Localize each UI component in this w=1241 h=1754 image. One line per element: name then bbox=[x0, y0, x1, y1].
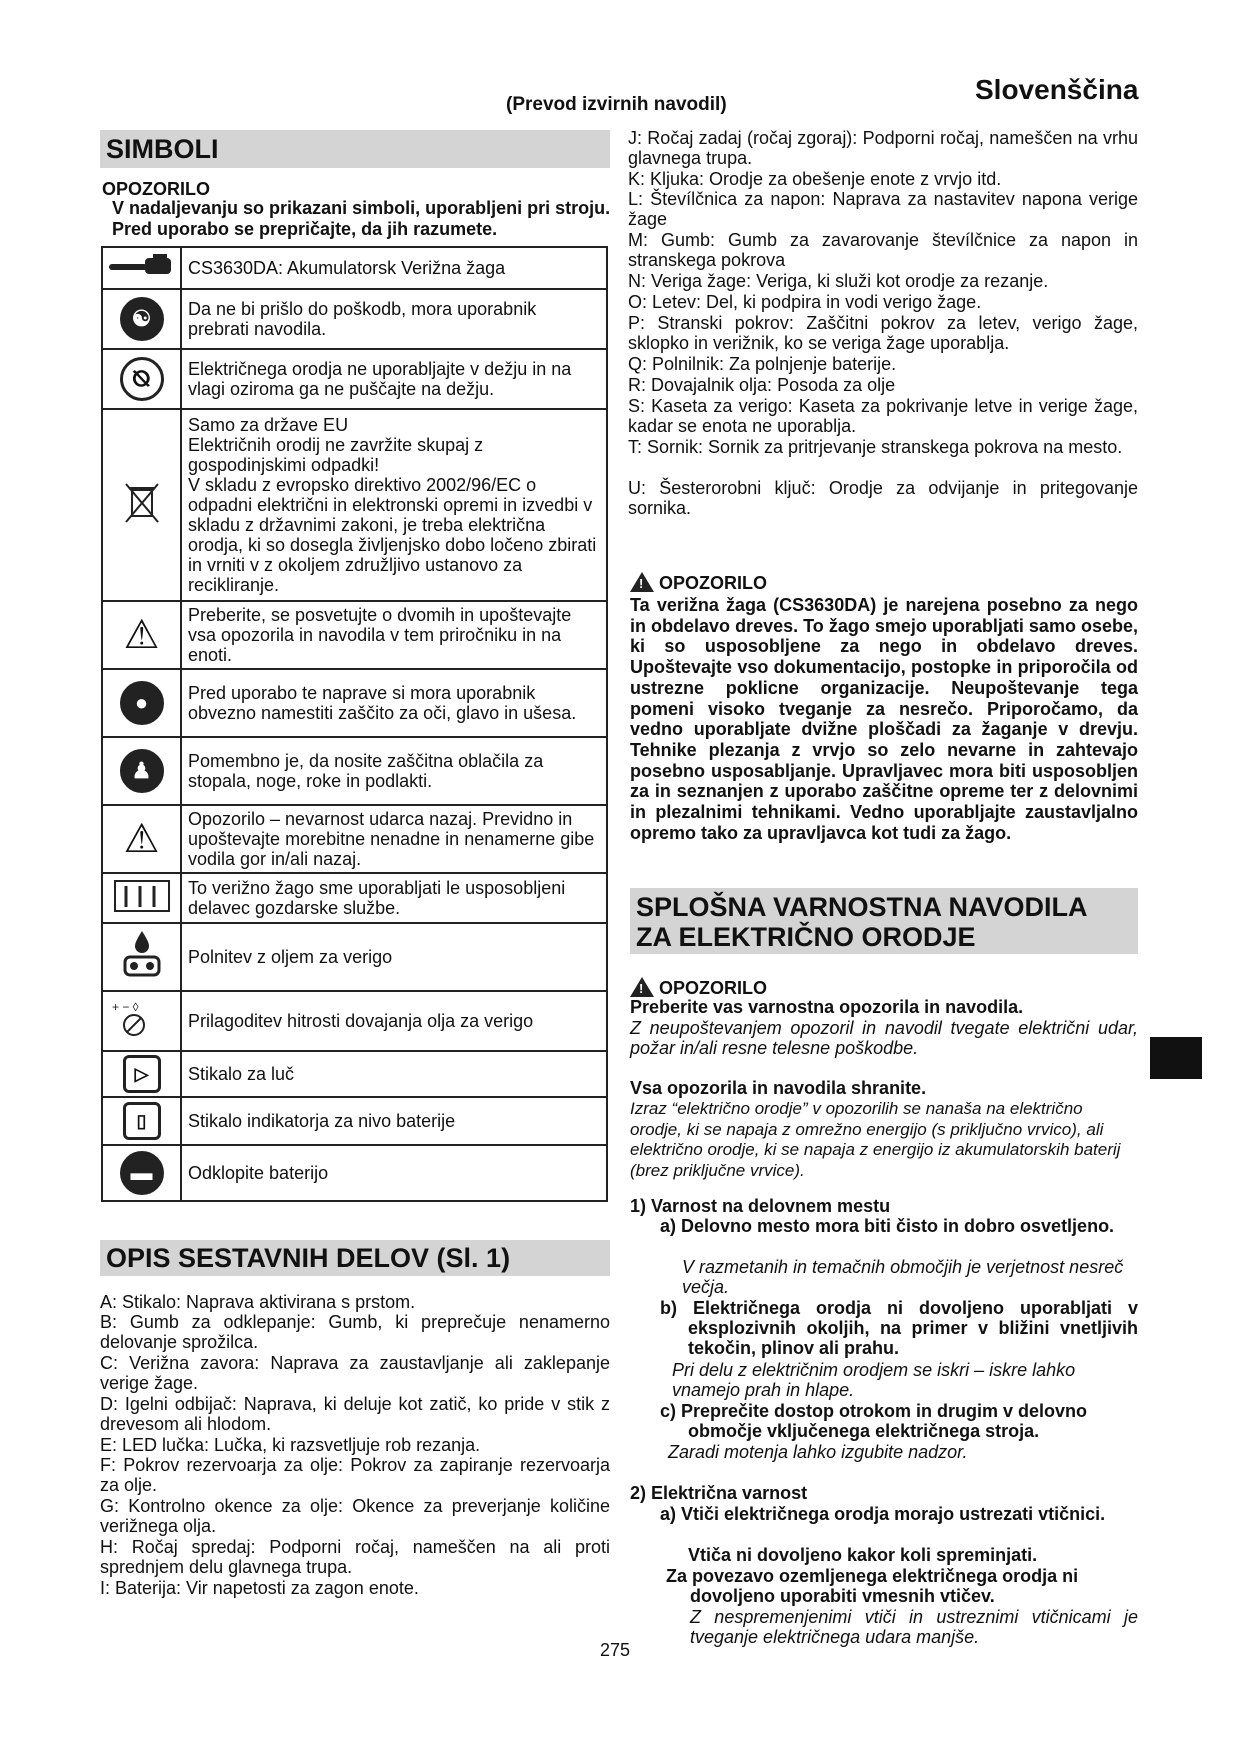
list-item: R: Dovajalnik olja: Posoda za olje bbox=[628, 375, 896, 395]
remove-battery-icon: ▬ bbox=[102, 1145, 181, 1201]
chainsaw-warning-text: Ta verižna žaga (CS3630DA) je narejena posebno za nego in obdelavo dreves. To žago smejo uporabljati samo osebe, ki so usposobljene za nego in obdelavo dreves. Upoštevajte vso dokumentacijo, postopke in priporočila od ustrezne poklicne organizacije. Neupoštevanje tega pomeni visoko tveganje za nesrečo. Priporočamo, da vedno uporabljate dvižne ploščadi za žaganje v drevju. Tehnike plezanja z vrvjo so zelo nevarne in zahtevajo posebno usposabljanje. Upravljavec mora biti usposobljen za in seznanjen z uporabo zaščitne opreme ter z delovnimi in plezalnimi tehnikami. Vedno uporabljajte zaustavljalno opremo tako za upravljavca kot tudi za žago. bbox=[630, 595, 1138, 843]
symbol-row bbox=[102, 873, 607, 923]
symbol-text: Električnega orodja ne uporabljajte v dežju in na vlagi oziroma ga ne puščajte na dežju. bbox=[181, 349, 607, 409]
symbol-text: Stikalo za luč bbox=[181, 1051, 607, 1097]
symbol-row bbox=[102, 1097, 607, 1145]
page-number: 275 bbox=[600, 1640, 631, 1660]
list-item: Q: Polnilnik: Za polnjenje baterije. bbox=[628, 354, 897, 374]
list-item: A: Stikalo: Naprava aktivirana s prstom. bbox=[100, 1292, 416, 1312]
section-2-title: 2) Električna varnost bbox=[630, 1483, 808, 1503]
symbol-text: Samo za države EU Električnih orodij ne zavržite skupaj z gospodinjskimi odpadki! V skladu z evropsko direktivo 2002/96/EC o odpadni električni in elektronski opremi in izvedbi v skladu z državnimi zakoni, je treba električna orodja, ki so dosegla življenjsko dobo ločeno zbirati in vrniti v z okoljem združljivo ustanovo za recikliranje. bbox=[181, 409, 607, 601]
simboli-warning-title: OPOZORILO bbox=[102, 179, 210, 199]
symbol-text: Stikalo indikatorja za nivo baterije bbox=[181, 1097, 607, 1145]
symbol-row bbox=[102, 247, 607, 289]
section-2a-bold-3: Za povezavo ozemljenega električnega orodja ni dovoljeno uporabiti vmesnih vtičev. bbox=[666, 1566, 1079, 1606]
section-tab-marker bbox=[1150, 1037, 1202, 1079]
section-1a-bold: a) Delovno mesto mora biti čisto in dobro osvetljeno. bbox=[660, 1216, 1115, 1236]
list-item: K: Kljuka: Orodje za obešenje enote z vrvjo itd. bbox=[628, 169, 1002, 189]
simboli-warning-text: V nadaljevanju so prikazani simboli, uporabljeni pri stroju. Pred uporabo se prepričajte, da jih razumete. bbox=[112, 198, 611, 239]
list-item: G: Kontrolno okence za olje: Okence za preverjanje količine verižnega olja. bbox=[100, 1496, 610, 1536]
keep-instructions-bold: Vsa opozorila in navodila shranite. bbox=[630, 1078, 927, 1098]
symbol-row bbox=[102, 601, 607, 669]
symbol-row bbox=[102, 1051, 607, 1097]
symbol-text: Odklopite baterijo bbox=[181, 1145, 607, 1201]
list-item: P: Stranski pokrov: Zaščitni pokrov za letev, verigo žage, sklopko in verižnik, ko se veriga žage uporablja. bbox=[628, 313, 1138, 353]
symbol-text: Preberite, se posvetujte o dvomih in upoštevajte vsa opozorila in navodila v tem priročniku in na enoti. bbox=[181, 601, 607, 669]
symbol-text: Polnitev z oljem za verigo bbox=[181, 923, 607, 991]
warning-triangle-icon bbox=[630, 977, 654, 997]
symbol-text: CS3630DA: Akumulatorsk Verižna žaga bbox=[181, 247, 607, 289]
symbol-row bbox=[102, 737, 607, 805]
splosna-heading: SPLOŠNA VARNOSTNA NAVODILA ZA ELEKTRIČNO ORODJE bbox=[630, 888, 1138, 954]
helmet-protection-icon: ● bbox=[102, 669, 181, 737]
chainsaw-warning-title: !OPOZORILO bbox=[630, 572, 767, 594]
symbol-row bbox=[102, 1145, 607, 1201]
list-item: C: Verižna zavora: Naprava za zaustavljanje ali zaklepanje verige žage. bbox=[100, 1353, 610, 1393]
splosna-warning-bold: Preberite vas varnostna opozorila in navodila. bbox=[630, 997, 1024, 1017]
list-item: B: Gumb za odklepanje: Gumb, ki preprečuje nenamerno delovanje sprožilca. bbox=[100, 1312, 610, 1352]
section-1b-bold: b) Električnega orodja ni dovoljeno uporabljati v eksplozivnih okoljih, na primer v bližini vnetljivih tekočin, plinov ali prahu. bbox=[660, 1298, 1138, 1358]
section-1a-italic: V razmetanih in temačnih območjih je verjetnost nesreč večja. bbox=[682, 1257, 1124, 1297]
section-2a-bold-2: Vtiča ni dovoljeno kakor koli spreminjati. bbox=[688, 1545, 1038, 1565]
section-2a-italic: Z nespremenjenimi vtiči in ustreznimi vtičnicami je tveganje električnega udara manjše. bbox=[690, 1607, 1138, 1647]
symbol-row bbox=[102, 923, 607, 991]
list-item: D: Igelni odbijač: Naprava, ki deluje kot zatič, ko pride v stik z drevesom ali hlodom. bbox=[100, 1394, 610, 1434]
svg-text:+ − ◊: + − ◊ bbox=[111, 1000, 139, 1014]
list-item: T: Sornik: Sornik za pritrjevanje stranskega pokrova na mesto. bbox=[628, 437, 1123, 457]
weee-bin-icon bbox=[102, 409, 181, 601]
list-item: N: Veriga žage: Veriga, ki služi kot orodje za rezanje. bbox=[628, 271, 1049, 291]
symbol-row bbox=[102, 289, 607, 349]
list-item: I: Baterija: Vir napetosti za zagon enote. bbox=[100, 1578, 419, 1598]
simboli-heading: SIMBOLI bbox=[100, 130, 610, 168]
warning-triangle-icon: ⚠ bbox=[102, 601, 181, 669]
section-1c-italic: Zaradi motenja lahko izgubite nadzor. bbox=[668, 1442, 968, 1462]
read-manual-icon: ☯ bbox=[102, 289, 181, 349]
symbol-text: Pred uporabo te naprave si mora uporabnik obvezno namestiti zaščito za oči, glavo in ušesa. bbox=[181, 669, 607, 737]
list-item: H: Ročaj spredaj: Podporni ročaj, nameščen na ali proti sprednjem delu glavnega trupa. bbox=[100, 1537, 610, 1577]
list-item: L: Števílčnica za napon: Naprava za nastavitev napona verige žage bbox=[628, 189, 1138, 229]
language-title: Slovenščina bbox=[975, 74, 1139, 105]
chainsaw-icon bbox=[102, 247, 181, 289]
list-item: U: Šesterorobni ključ: Orodje za odvijanje in pritegovanje sornika. bbox=[628, 478, 1138, 518]
keep-instructions-italic: Izraz “električno orodje” v opozorilih se nanaša na električno orodje, ki se napaja z omrežno energijo (s priključno vrvico), ali električno orodje, ki se napaja z energijo iz akumulatorskih baterij (brez priključne vrvice). bbox=[630, 1099, 1121, 1180]
list-item: J: Ročaj zadaj (ročaj zgoraj): Podporni ročaj, nameščen na vrhu glavnega trupa. bbox=[628, 128, 1138, 168]
symbol-row bbox=[102, 805, 607, 873]
splosna-warning-italic: Z neupoštevanjem opozoril in navodil tvegate električni udar, požar in/ali resne telesne poškodbe. bbox=[630, 1018, 1138, 1058]
document-subtitle: (Prevod izvirnih navodil) bbox=[506, 94, 727, 115]
symbol-row bbox=[102, 349, 607, 409]
symbol-text: Prilagoditev hitrosti dovajanja olja za verigo bbox=[181, 991, 607, 1051]
kickback-warning-icon: ⚠ bbox=[102, 805, 181, 873]
symbols-table bbox=[101, 246, 608, 1202]
symbol-row bbox=[102, 669, 607, 737]
section-2a-bold: a) Vtiči električnega orodja morajo ustrezati vtičnici. bbox=[660, 1504, 1106, 1524]
symbol-row bbox=[102, 409, 607, 601]
list-item: E: LED lučka: Lučka, ki razsvetljuje rob rezanja. bbox=[100, 1435, 481, 1455]
section-1-title: 1) Varnost na delovnem mestu bbox=[630, 1196, 891, 1216]
light-switch-icon: ▷ bbox=[102, 1051, 181, 1097]
splosna-warning-title: !OPOZORILO bbox=[630, 977, 767, 999]
section-1b-italic: Pri delu z električnim orodjem se iskri – iskre lahko vnamejo prah in hlape. bbox=[672, 1360, 1076, 1400]
oil-adjust-icon bbox=[102, 991, 181, 1051]
section-1c-bold: c) Preprečite dostop otrokom in drugim v delovno območje vključenega električnega stroja. bbox=[660, 1401, 1088, 1441]
symbol-text: Opozorilo – nevarnost udarca nazaj. Previdno in upoštevajte morebitne nenadne in nenamerne gibe vodila gor in/ali nazaj. bbox=[181, 805, 607, 873]
warning-triangle-icon bbox=[630, 572, 654, 592]
list-item: O: Letev: Del, ki podpira in vodi verigo žage. bbox=[628, 292, 982, 312]
no-rain-icon: ⦰ bbox=[102, 349, 181, 409]
list-item: M: Gumb: Gumb za zavarovanje števílčnice za napon in stranskega pokrova bbox=[628, 230, 1138, 270]
opis-heading: OPIS SESTAVNIH DELOV (Sl. 1) bbox=[100, 1240, 610, 1276]
protective-clothing-icon: ♟ bbox=[102, 737, 181, 805]
battery-indicator-icon: ▯ bbox=[102, 1097, 181, 1145]
oil-fill-icon bbox=[102, 923, 181, 991]
symbol-text: Da ne bi prišlo do poškodb, mora uporabnik prebrati navodila. bbox=[181, 289, 607, 349]
symbol-row bbox=[102, 991, 607, 1051]
symbol-text: Pomembno je, da nosite zaščitna oblačila za stopala, noge, roke in podlakti. bbox=[181, 737, 607, 805]
symbol-text: To verižno žago sme uporabljati le usposobljeni delavec gozdarske službe. bbox=[181, 873, 607, 923]
list-item: S: Kaseta za verigo: Kaseta za pokrivanje letve in verige žage, kadar se enota ne uporablja. bbox=[628, 396, 1138, 436]
list-item: F: Pokrov rezervoarja za olje: Pokrov za zapiranje rezervoarja za olje. bbox=[100, 1455, 610, 1495]
trained-operator-icon bbox=[102, 873, 181, 923]
